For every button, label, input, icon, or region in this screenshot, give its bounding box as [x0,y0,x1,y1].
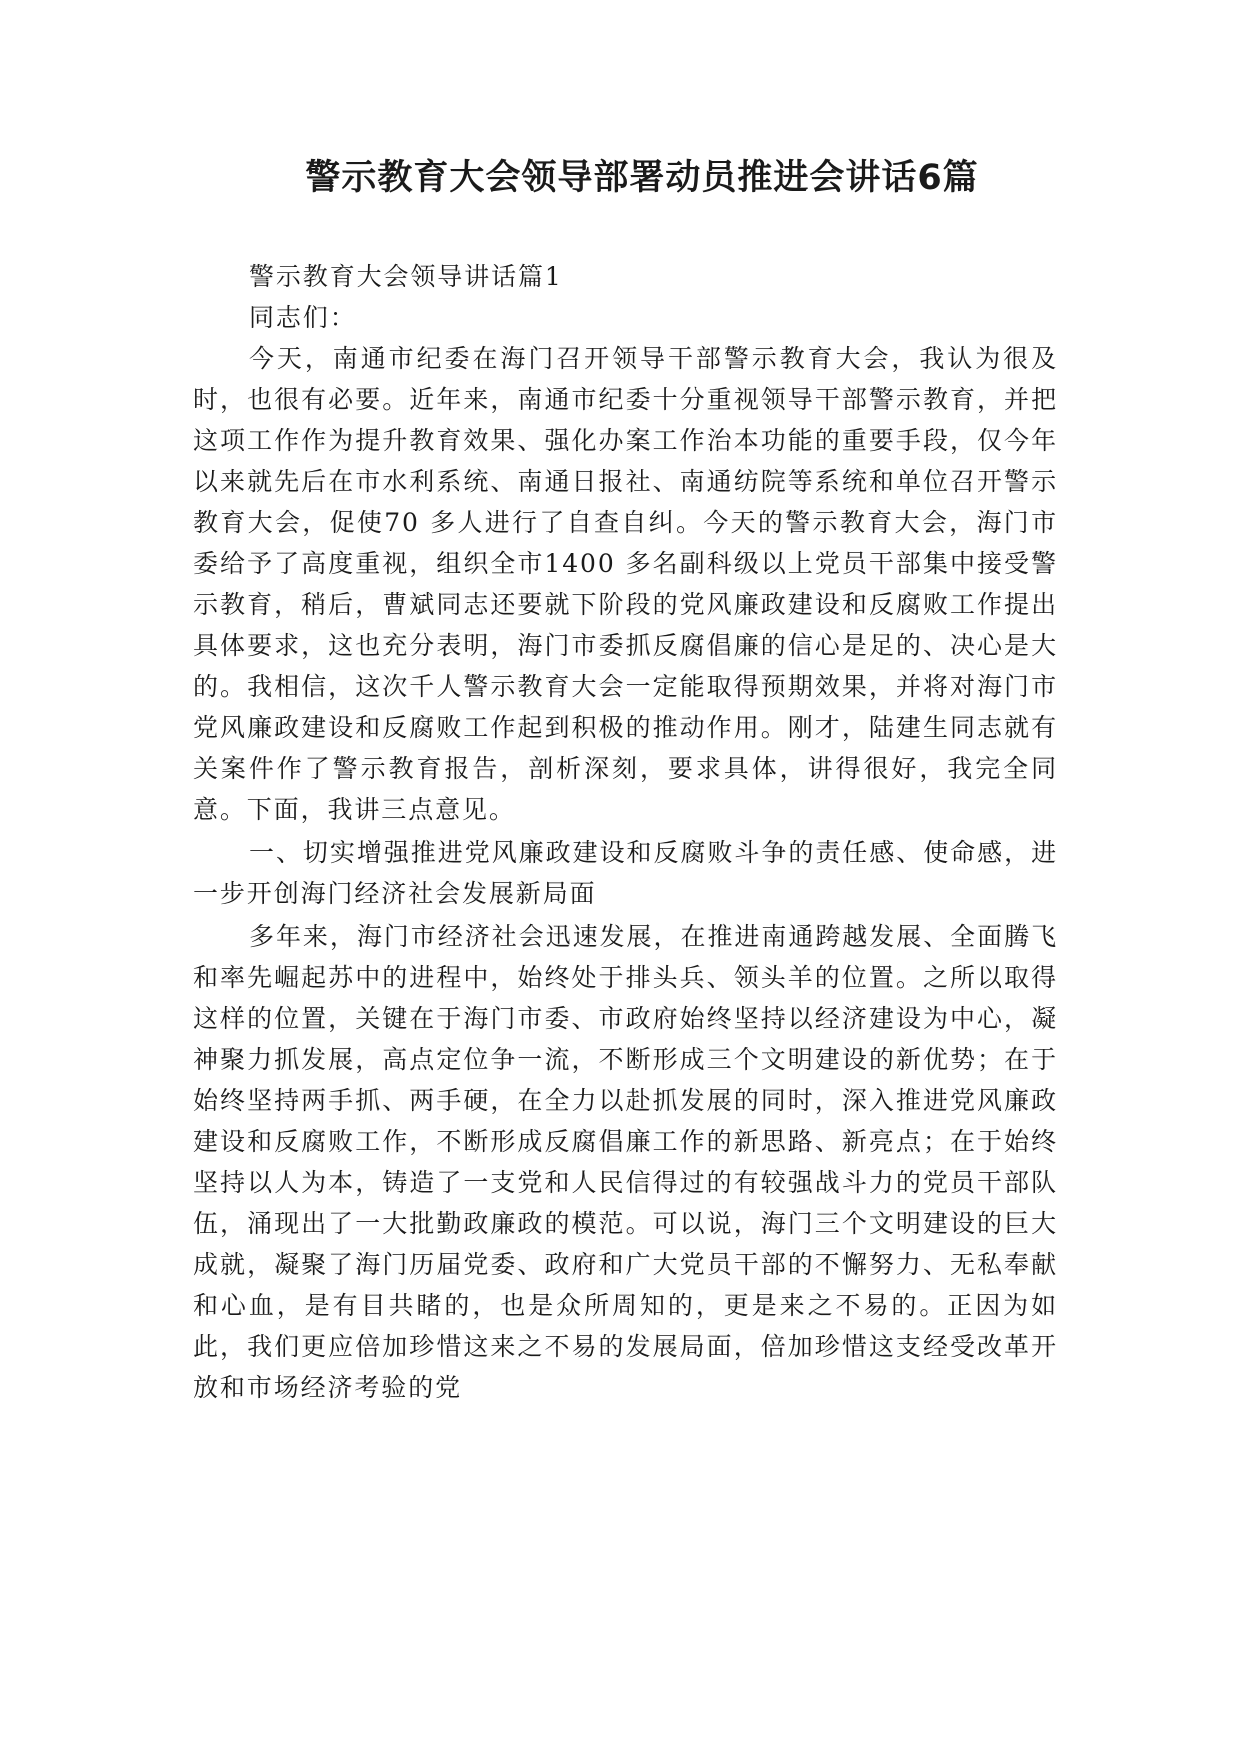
document-body [193,256,1058,1408]
body-paragraph-2: 一、切实增强推进党风廉政建设和反腐败斗争的责任感、使命感，进一步开创海门经济社会发展新局面 [193,838,1058,908]
body-paragraph-1: 今天，南通市纪委在海门召开领导干部警示教育大会，我认为很及时，也很有必要。近年来，南通市纪委十分重视领导干部警示教育，并把这项工作作为提升教育效果、强化办案工作治本功能的重要手段，仅今年以来就先后在市水利系统、南通日报社、南通纺院等系统和单位召开警示教育大会，促使70 多人进行了自查自纠。今天的警示教育大会，海门市委给予了高度重视，组织全市1400 多名副科级以上党员干部集中接受警示教育，稍后，曹斌同志还要就下阶段的党风廉政建设和反腐败工作提出具体要求，这也充分表明，海门市委抓反腐倡廉的信心是足的、决心是大的。我相信，这次千人警示教育大会一定能取得预期效果，并将对海门市党风廉政建设和反腐败工作起到积极的推动作用。刚才，陆建生同志就有关案件作了警示教育报告，剖析深刻，要求具体，讲得很好，我完全同意。下面，我讲三点意见。 [193,344,1058,824]
salutation: 同志们： [249,303,357,332]
section-heading: 警示教育大会领导讲话篇1 [249,262,563,291]
document-title: 警示教育大会领导部署动员推进会讲话6篇 [305,158,979,198]
body-paragraph-3: 多年来，海门市经济社会迅速发展，在推进南通跨越发展、全面腾飞和率先崛起苏中的进程中，始终处于排头兵、领头羊的位置。之所以取得这样的位置，关键在于海门市委、市政府始终坚持以经济建设为中心，凝神聚力抓发展，高点定位争一流，不断形成三个文明建设的新优势；在于始终坚持两手抓、两手硬，在全力以赴抓发展的同时，深入推进党风廉政建设和反腐败工作，不断形成反腐倡廉工作的新思路、新亮点；在于始终坚持以人为本，铸造了一支党和人民信得过的有较强战斗力的党员干部队伍，涌现出了一大批勤政廉政的模范。可以说，海门三个文明建设的巨大成就，凝聚了海门历届党委、政府和广大党员干部的不懈努力、无私奉献和心血，是有目共睹的，也是众所周知的，更是来之不易的。正因为如此，我们更应倍加珍惜这来之不易的发展局面，倍加珍惜这支经受改革开放和市场经济考验的党 [193,922,1058,1402]
